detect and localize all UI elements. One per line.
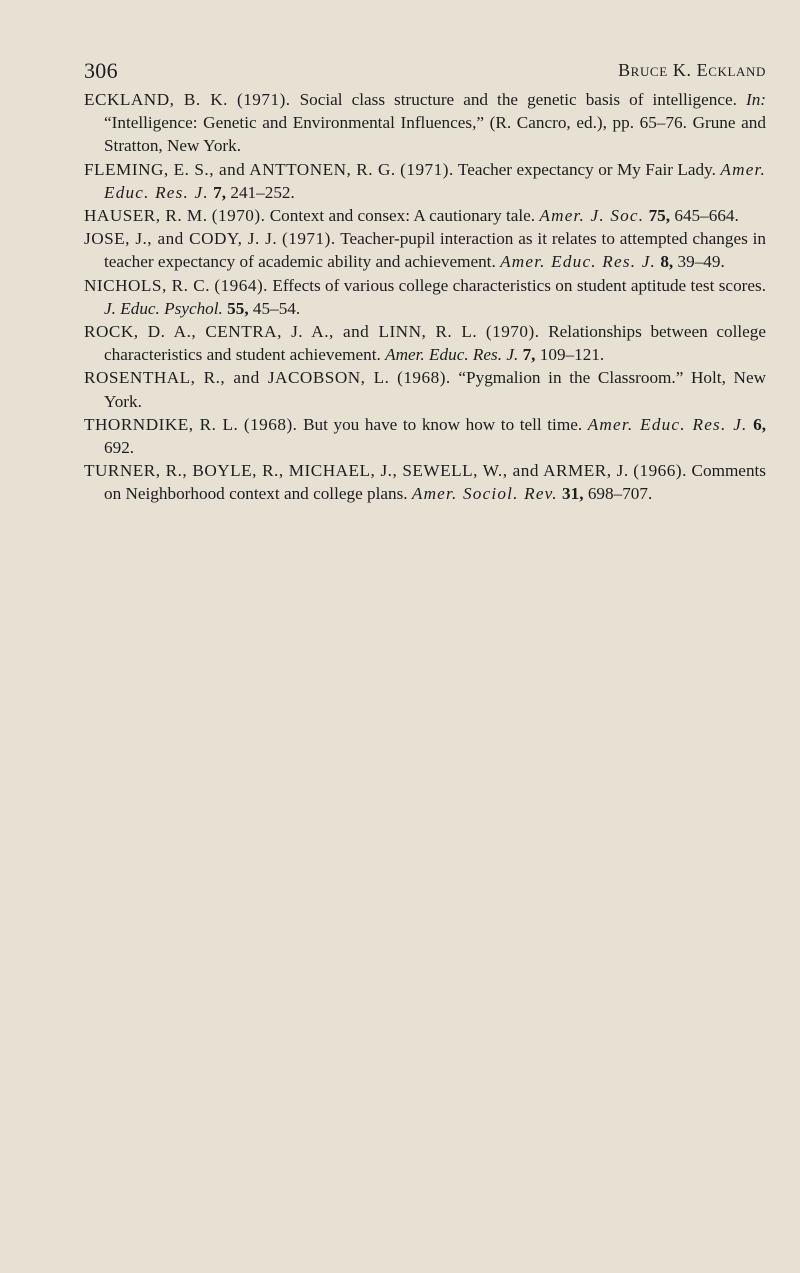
running-head: [84, 56, 766, 88]
reference-pages: 645–664.: [674, 206, 739, 226]
reference-journal: Amer. J. Soc.: [539, 206, 645, 226]
reference-title: Relationships between college characteristics and student achievement.: [104, 322, 767, 365]
reference-year: (1970).: [211, 206, 266, 226]
reference-item: [84, 227, 766, 273]
reference-authors: NICHOLS, R. C.: [84, 275, 210, 295]
reference-pages: 109–121.: [539, 345, 605, 365]
reference-authors: JOSE, J., and CODY, J. J.: [84, 229, 278, 249]
reference-item: [84, 459, 766, 505]
reference-pages: 39–49.: [677, 252, 725, 272]
reference-list: [84, 88, 766, 506]
reference-title: Teacher-pupil interaction as it relates to attempted changes in teacher expectancy of academic ability and achievement.: [104, 229, 766, 272]
reference-item: [84, 274, 766, 320]
reference-authors: HAUSER, R. M.: [84, 206, 208, 226]
reference-title: Context and consex: A cautionary tale.: [269, 206, 536, 226]
reference-title: Social class structure and the genetic basis of intelligence.: [299, 90, 737, 109]
reference-volume: 8,: [660, 252, 674, 272]
reference-journal: Amer. Educ. Res. J.: [587, 414, 748, 434]
reference-journal: Amer. Educ. Res. J.: [385, 345, 519, 365]
reference-year: (1966).: [633, 461, 687, 481]
reference-title: Comments on Neighborhood context and college plans.: [104, 461, 766, 504]
reference-item: [84, 88, 766, 158]
reference-year: (1970).: [485, 322, 540, 342]
reference-year: (1971).: [400, 159, 454, 179]
reference-year: (1964).: [214, 275, 268, 295]
reference-volume: 75,: [648, 206, 671, 226]
reference-year: (1971).: [282, 229, 336, 249]
reference-journal: Amer. Educ. Res. J.: [500, 252, 657, 272]
reference-year: (1971).: [236, 90, 291, 109]
reference-item: [84, 158, 766, 204]
reference-item: [84, 320, 766, 366]
reference-item: [84, 204, 766, 227]
reference-in-label: In:: [745, 90, 767, 109]
reference-volume: 7,: [213, 182, 227, 202]
page-number: 306: [84, 58, 118, 83]
running-head-author: Bruce K. Eckland: [618, 60, 766, 80]
reference-pages: 692.: [104, 438, 135, 458]
reference-volume: 6,: [753, 414, 767, 434]
reference-pages: 698–707.: [587, 484, 653, 504]
reference-authors: ROSENTHAL, R., and JACOBSON, L.: [84, 368, 390, 388]
reference-year: (1968).: [397, 368, 451, 388]
reference-pages: 241–252.: [230, 182, 295, 202]
reference-title: “Pygmalion in the Classroom.” Holt, New York.: [104, 368, 766, 411]
reference-title: But you have to know how to tell time.: [303, 414, 583, 434]
reference-authors: ECKLAND, B. K.: [84, 90, 228, 109]
reference-pages: 45–54.: [252, 298, 301, 318]
reference-item: [84, 366, 766, 412]
reference-journal: Amer. Educ. Res. J.: [104, 159, 767, 202]
reference-authors: THORNDIKE, R. L.: [84, 414, 239, 434]
reference-authors: TURNER, R., BOYLE, R., MICHAEL, J., SEWELL, W., and ARMER, J.: [84, 461, 629, 481]
reference-source: “Intelligence: Genetic and Environmental Influences,” (R. Cancro, ed.), pp. 65–76. Grune and Stratton, New York.: [104, 113, 766, 156]
page: [84, 56, 766, 506]
reference-authors: ROCK, D. A., CENTRA, J. A., and LINN, R. L.: [84, 322, 478, 342]
reference-journal: J. Educ. Psychol.: [104, 298, 223, 318]
reference-volume: 55,: [227, 298, 249, 318]
reference-authors: FLEMING, E. S., and ANTTONEN, R. G.: [84, 159, 396, 179]
reference-title: Effects of various college characteristics on student aptitude test scores.: [272, 275, 766, 295]
reference-volume: 31,: [562, 484, 584, 504]
reference-title: Teacher expectancy or My Fair Lady.: [457, 159, 716, 179]
reference-journal: Amer. Sociol. Rev.: [411, 484, 558, 504]
reference-year: (1968).: [243, 414, 298, 434]
reference-item: [84, 413, 766, 459]
reference-volume: 7,: [522, 345, 536, 365]
